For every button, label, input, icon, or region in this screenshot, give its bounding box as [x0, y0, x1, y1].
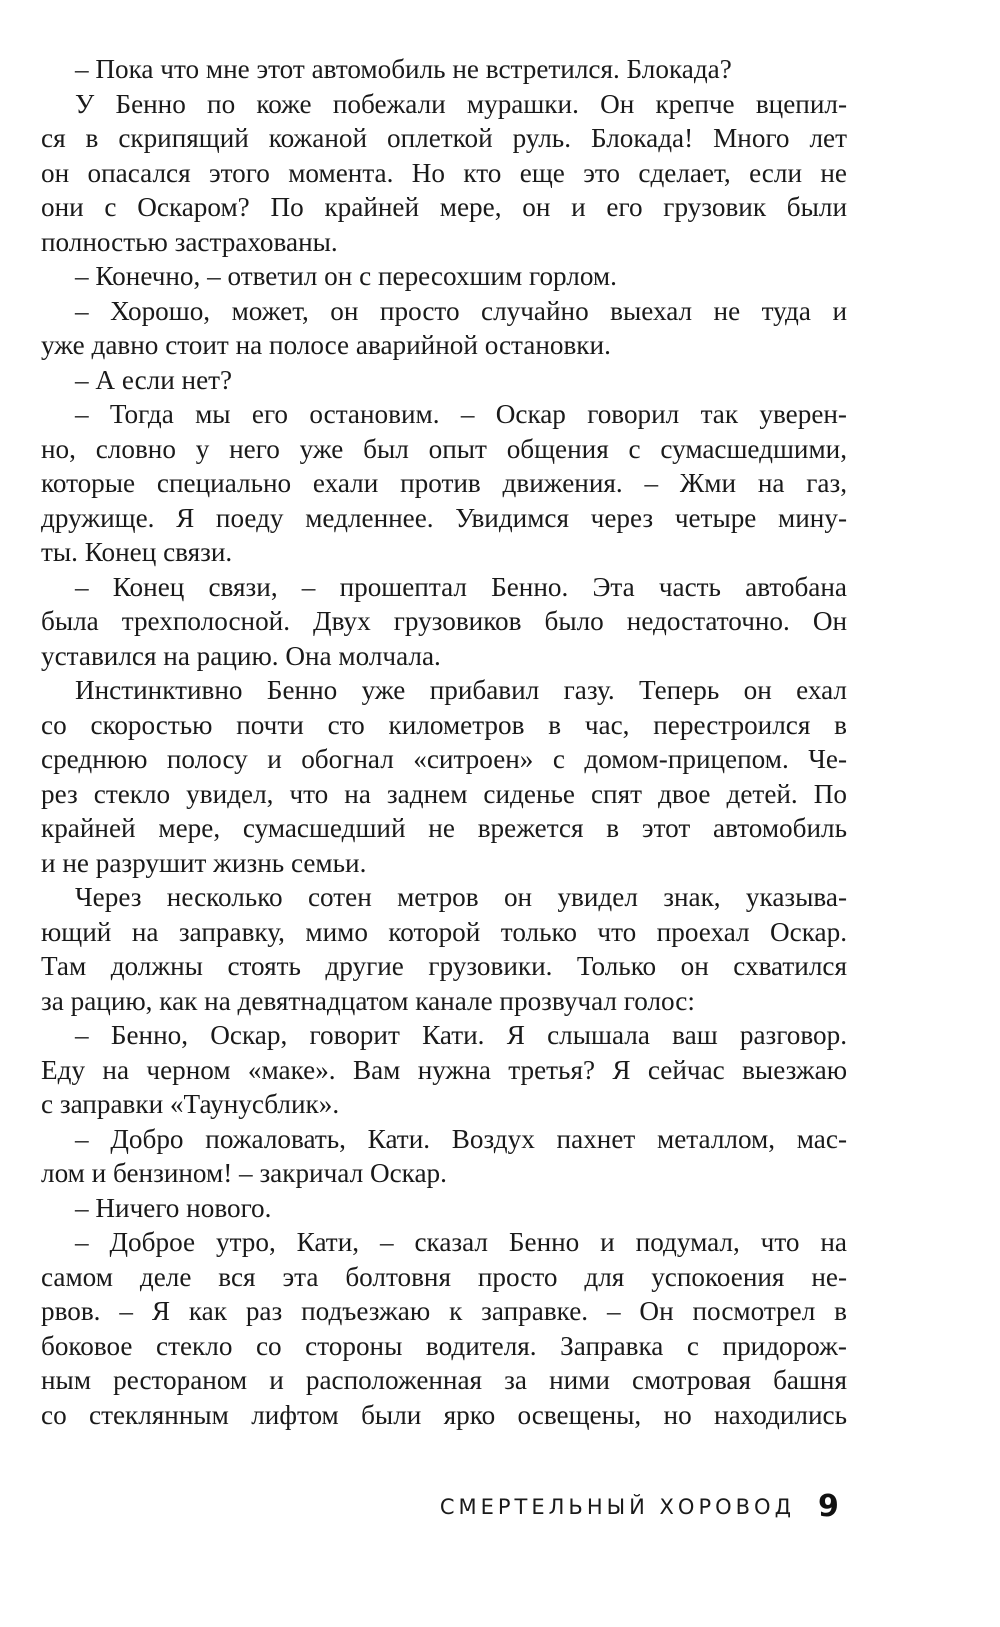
text-line: но, словно у него уже был опыт общения с сумасшедшими,	[41, 433, 847, 464]
text-line: – Бенно, Оскар, говорит Кати. Я слышала ваш разговор.	[75, 1020, 847, 1050]
text-line: со стеклянным лифтом были ярко освещены, но находились	[41, 1399, 847, 1430]
body-text	[41, 52, 847, 1432]
text-line: со скоростью почти сто километров в час, перестроился в	[41, 709, 847, 740]
text-line: Там должны стоять другие грузовики. Только он схватился	[41, 951, 847, 981]
text-line: полностью застрахованы.	[41, 226, 338, 257]
text-line: – Добро пожаловать, Кати. Воздух пахнет металлом, мас-	[75, 1123, 847, 1154]
text-line: – Ничего нового.	[75, 1192, 272, 1223]
text-line: – Конечно, – ответил он с пересохшим горлом.	[75, 261, 617, 291]
text-line: У Бенно по коже побежали мурашки. Он крепче вцепил-	[75, 88, 847, 119]
text-line: боковое стекло со стороны водителя. Заправка с придорож-	[41, 1330, 847, 1361]
text-line: за рацию, как на девятнадцатом канале прозвучал голос:	[41, 985, 695, 1016]
text-line: Инстинктивно Бенно уже прибавил газу. Теперь он ехал	[75, 675, 847, 705]
text-line: дружище. Я поеду медленнее. Увидимся через четыре мину-	[41, 502, 847, 533]
text-line: они с Оскаром? По крайней мере, он и его грузовик были	[41, 192, 847, 222]
text-line: – А если нет?	[75, 364, 233, 395]
text-line: и не разрушит жизнь семьи.	[41, 847, 367, 878]
text-line: среднюю полосу и обогнал «ситроен» с домом-прицепом. Че-	[41, 744, 847, 774]
text-line: он опасался этого момента. Но кто еще это сделает, если не	[41, 157, 847, 188]
text-line: уже давно стоит на полосе аварийной остановки.	[41, 330, 611, 360]
text-line: ся в скрипящий кожаной оплеткой руль. Блокада! Много лет	[41, 123, 847, 153]
text-line: ющий на заправку, мимо которой только что проехал Оскар.	[41, 916, 847, 947]
text-line: крайней мере, сумасшедший не врежется в этот автомобиль	[41, 813, 847, 843]
text-line: уставился на рацию. Она молчала.	[41, 640, 441, 671]
text-line: – Хорошо, может, он просто случайно выехал не туда и	[75, 295, 847, 326]
text-line: с заправки «Таунусблик».	[41, 1089, 340, 1119]
text-line: самом деле вся эта болтовня просто для успокоения не-	[41, 1261, 847, 1292]
text-line: рвов. – Я как раз подъезжаю к заправке. – Он посмотрел в	[41, 1296, 847, 1326]
text-line: Еду на черном «маке». Вам нужна третья? Я сейчас выезжаю	[41, 1054, 847, 1085]
text-line: – Пока что мне этот автомобиль не встретился. Блокада?	[75, 54, 732, 84]
page-number: 9	[818, 1489, 839, 1524]
text-line: рез стекло увидел, что на заднем сиденье спят двое детей. По	[41, 778, 847, 809]
text-line: которые специально ехали против движения. – Жми на газ,	[41, 468, 847, 498]
text-line: – Доброе утро, Кати, – сказал Бенно и подумал, что на	[75, 1227, 847, 1257]
text-line: лом и бензином! – закричал Оскар.	[41, 1158, 447, 1188]
text-line: ты. Конец связи.	[41, 537, 233, 567]
text-line: Через несколько сотен метров он увидел знак, указыва-	[75, 882, 847, 912]
text-line: ным рестораном и расположенная за ними смотровая башня	[41, 1365, 847, 1395]
text-line: – Конец связи, – прошептал Бенно. Эта часть автобана	[75, 571, 847, 602]
text-line: – Тогда мы его остановим. – Оскар говорил так уверен-	[75, 399, 847, 429]
page-footer	[0, 1489, 1000, 1529]
text-line: была трехполосной. Двух грузовиков было недостаточно. Он	[41, 606, 847, 636]
running-title: СМЕРТЕЛЬНЫЙ ХОРОВОД	[439, 1495, 795, 1519]
